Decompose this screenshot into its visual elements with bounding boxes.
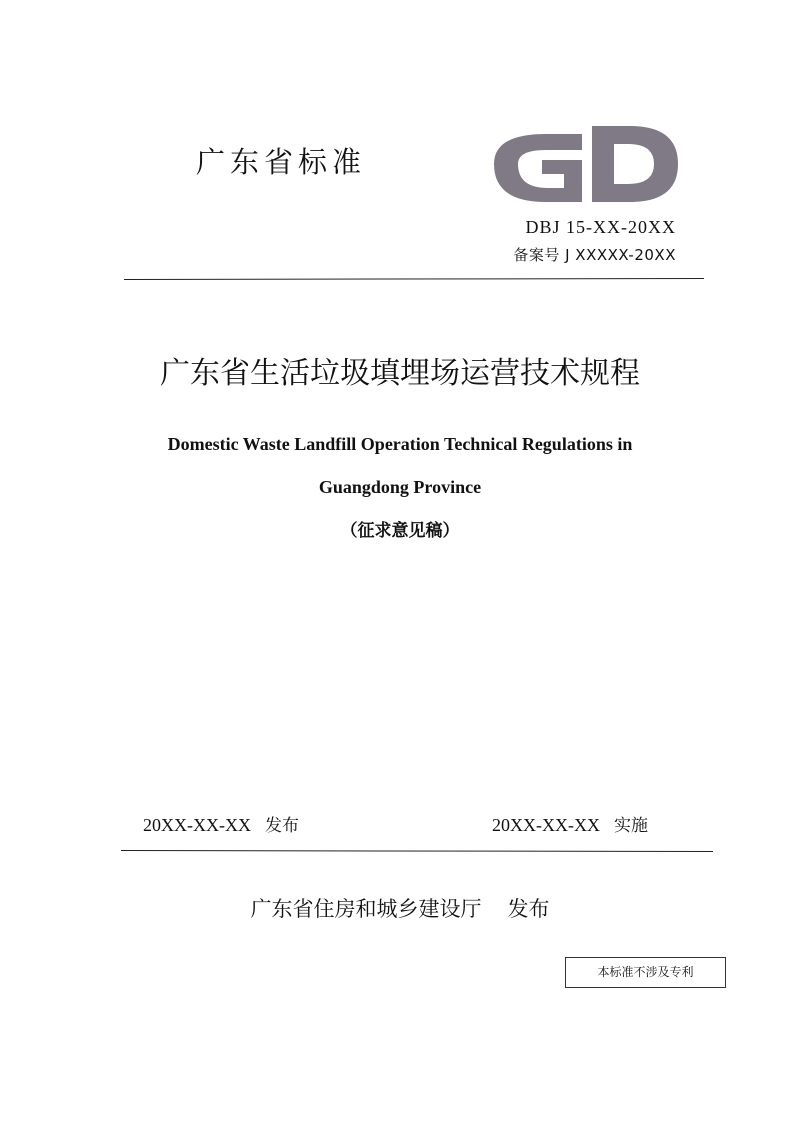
- implement-date: 20XX-XX-XX: [492, 815, 600, 835]
- publish-date-line: [143, 811, 299, 836]
- implement-date-line: [492, 811, 648, 836]
- standard-type-heading: 广东省标准: [196, 145, 367, 179]
- logo-letter-g: [494, 134, 584, 202]
- standard-number: DBJ 15-XX-20XX: [525, 217, 676, 237]
- logo-letter-d: [592, 126, 678, 202]
- top-divider: [124, 278, 704, 280]
- record-number: 备案号 J XXXXX-20XX: [513, 246, 676, 264]
- title-english-line1: Domestic Waste Landfill Operation Technical Regulations in: [167, 434, 633, 454]
- issuer-line: [0, 893, 800, 923]
- draft-note: （征求意见稿）: [340, 521, 460, 541]
- issuer-action: 发布: [507, 897, 550, 921]
- publish-date: 20XX-XX-XX: [143, 815, 251, 835]
- patent-note-box: 本标准不涉及专利: [565, 957, 726, 988]
- implement-label: 实施: [613, 816, 648, 836]
- title-english-line2: Guangdong Province: [318, 477, 482, 497]
- title-chinese: 广东省生活垃圾填埋场运营技术规程: [160, 356, 640, 391]
- issuer-name: 广东省住房和城乡建设厅: [250, 897, 482, 921]
- gd-logo: [490, 120, 680, 208]
- logo-divider: [582, 128, 590, 202]
- publish-label: 发布: [264, 816, 299, 836]
- bottom-divider: [121, 850, 713, 852]
